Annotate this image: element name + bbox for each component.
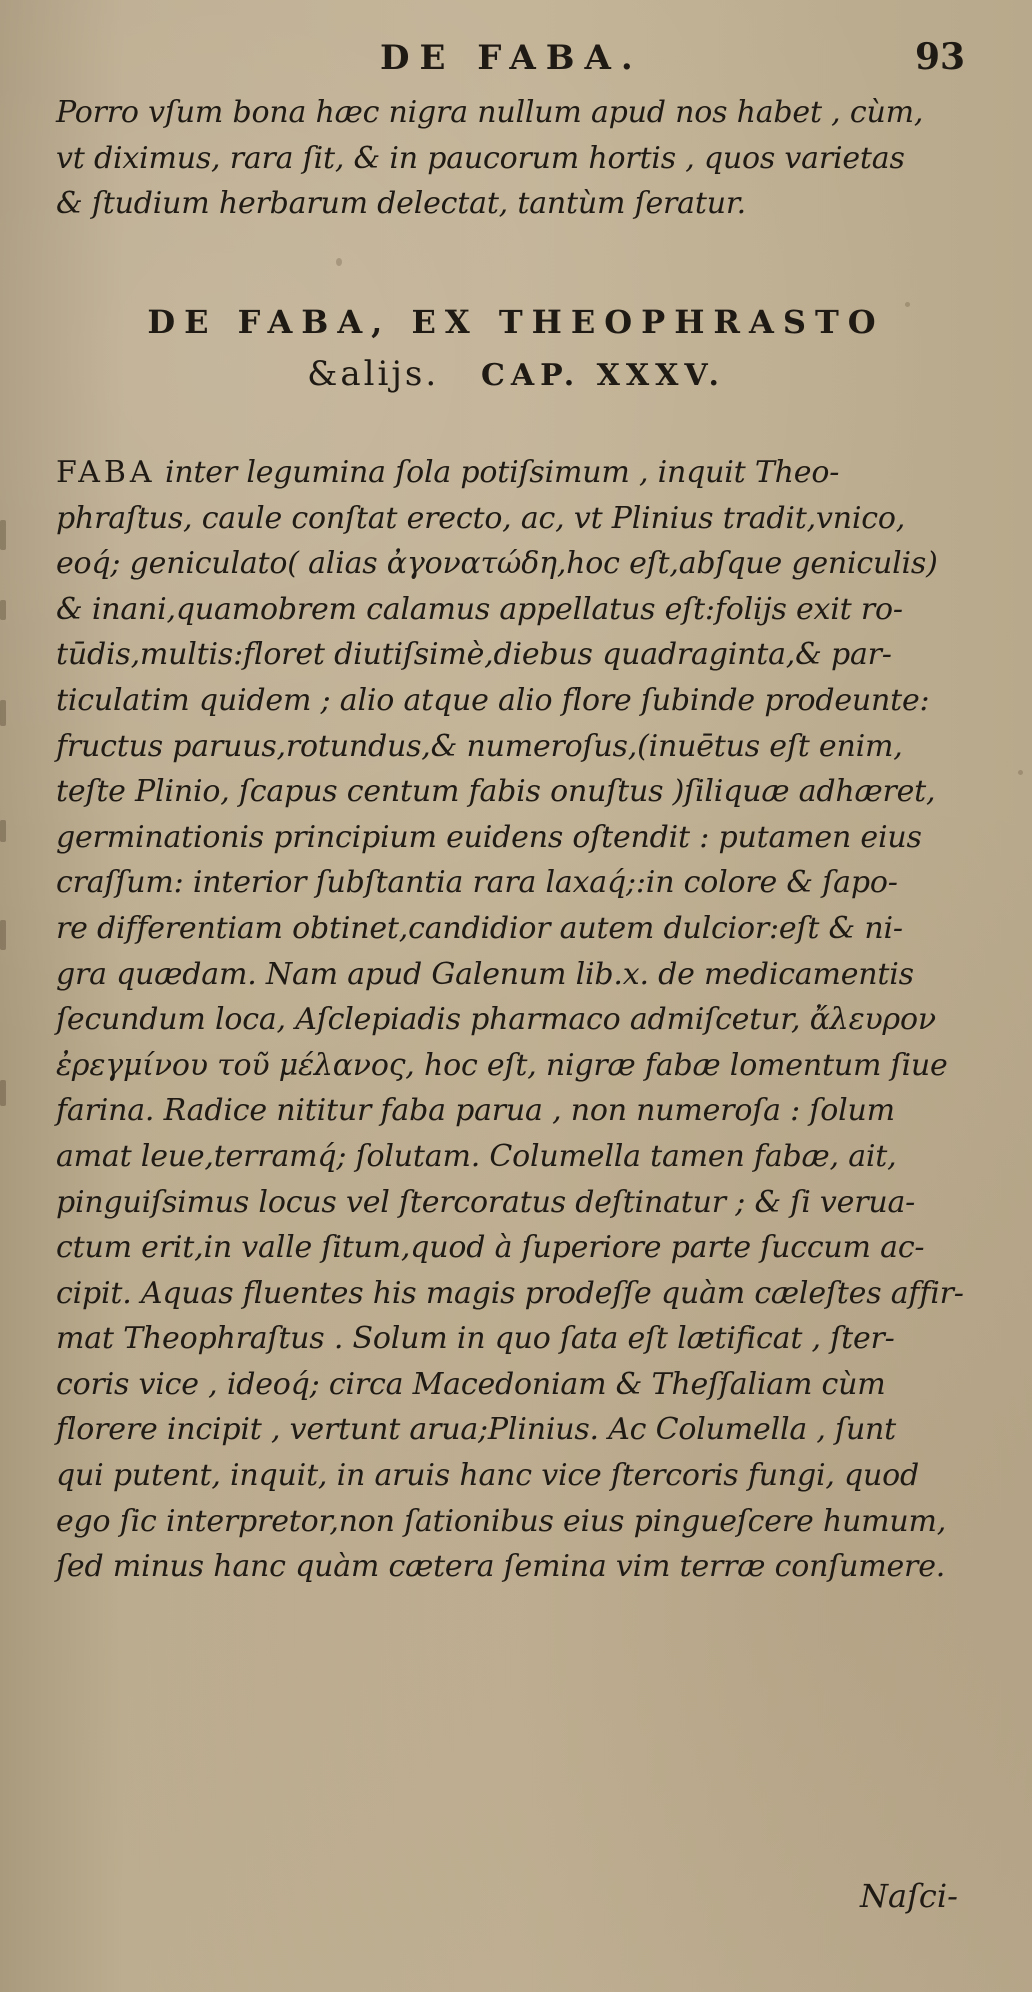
gutter-mark <box>0 1080 6 1106</box>
text-line: eoq́; geniculato( alias ἀγονατώδη,hoc eſt,abſque geniculis) <box>56 546 938 582</box>
text-line: mat Theophraſtus . Solum in quo ſata eſt lætificat , ſter- <box>56 1321 895 1357</box>
paper-spot <box>336 258 342 266</box>
running-head <box>0 38 1032 78</box>
dropcap-word: FABA <box>56 455 156 490</box>
gutter-mark <box>0 700 6 726</box>
text-line: germinationis principium euidens oſtendit : putamen eius <box>56 819 922 855</box>
text-line: teſte Plinio, ſcapus centum fabis onuſtus )ſiliquæ adhæret, <box>56 774 936 810</box>
gutter-mark <box>0 600 6 620</box>
text-line: & ſtudium herbarum delectat, tantùm ſeratur. <box>56 186 747 222</box>
text-line: amat leue,terramq́; ſolutam. Columella tamen fabæ, ait, <box>56 1138 897 1174</box>
text-line: florere incipit , vertunt arua;Plinius. Ac Columella , ſunt <box>56 1412 897 1448</box>
text-line: re differentiam obtinet,candidior autem dulcior:eſt & ni- <box>56 910 903 946</box>
text-line: ἐρεγμίνου τοῦ μέλανος, hoc eſt, nigræ fabæ lomentum ſiue <box>56 1047 948 1083</box>
text-line-rest: inter legumina ſola potiſsimum , inquit Theo- <box>164 455 840 490</box>
text-line: craſſum: interior ſubſtantia rara laxaq́;:in colore & ſapo- <box>56 865 898 901</box>
chapter-subtitle-text: &alijs. <box>307 354 440 394</box>
text-line: ticulatim quidem ; alio atque alio flore ſubinde prodeunte: <box>56 682 930 718</box>
text-line: & inani,quamobrem calamus appellatus eſt:folijs exit ro- <box>56 591 903 627</box>
text-line: phraſtus, caule conſtat erecto, ac, vt Plinius tradit,vnico, <box>56 500 906 536</box>
text-line: Porro vſum bona hæc nigra nullum apud nos habet , cùm, <box>56 95 924 130</box>
paper-spot <box>1018 770 1023 775</box>
text-line: ſecundum loca, Aſclepiadis pharmaco admiſcetur, ἄλευρον <box>56 1002 936 1038</box>
catchword: Naſci- <box>860 1877 958 1915</box>
gutter-mark <box>0 820 6 842</box>
chapter-heading <box>0 296 1032 402</box>
chapter-title: DE FABA, EX THEOPHRASTO <box>147 303 885 341</box>
text-line: fructus paruus,rotundus,& numeroſus,(inuētus eſt enim, <box>56 728 903 764</box>
text-line: ſed minus hanc quàm cætera ſemina vim terræ conſumere. <box>56 1549 946 1585</box>
text-line: tūdis,multis:floret diutiſsimè,diebus quadraginta,& par- <box>56 637 892 673</box>
text-line: pinguiſsimus locus vel ſtercoratus deſtinatur ; & ſi verua- <box>56 1184 916 1220</box>
text-line: gra quædam. Nam apud Galenum lib.x. de medicamentis <box>56 956 914 992</box>
page-number: 93 <box>915 36 966 78</box>
body-paragraph <box>56 450 976 1590</box>
chapter-subtitle <box>0 348 1032 402</box>
text-line: cipit. Aquas fluentes his magis prodeſſe quàm cæleſtes affir- <box>56 1275 964 1311</box>
chapter-number: CAP. XXXV. <box>480 358 725 393</box>
intro-paragraph <box>56 90 976 227</box>
text-line: ctum erit,in valle ſitum,quod à ſuperiore parte ſuccum ac- <box>56 1230 925 1266</box>
gutter-mark <box>0 920 6 950</box>
text-line <box>56 450 976 496</box>
text-line: vt diximus, rara ſit, & in paucorum hortis , quos varietas <box>56 140 905 176</box>
text-line: farina. Radice nititur faba parua , non numeroſa : ſolum <box>56 1093 895 1129</box>
gutter-mark <box>0 520 6 550</box>
text-line: ego ſic interpretor,non ſationibus eius pingueſcere humum, <box>56 1503 947 1539</box>
text-line: coris vice , ideoq́; circa Macedoniam & Theſſaliam cùm <box>56 1366 886 1402</box>
running-title: DE FABA. <box>380 38 643 78</box>
text-line: qui putent, inquit, in aruis hanc vice ſtercoris fungi, quod <box>56 1458 920 1494</box>
